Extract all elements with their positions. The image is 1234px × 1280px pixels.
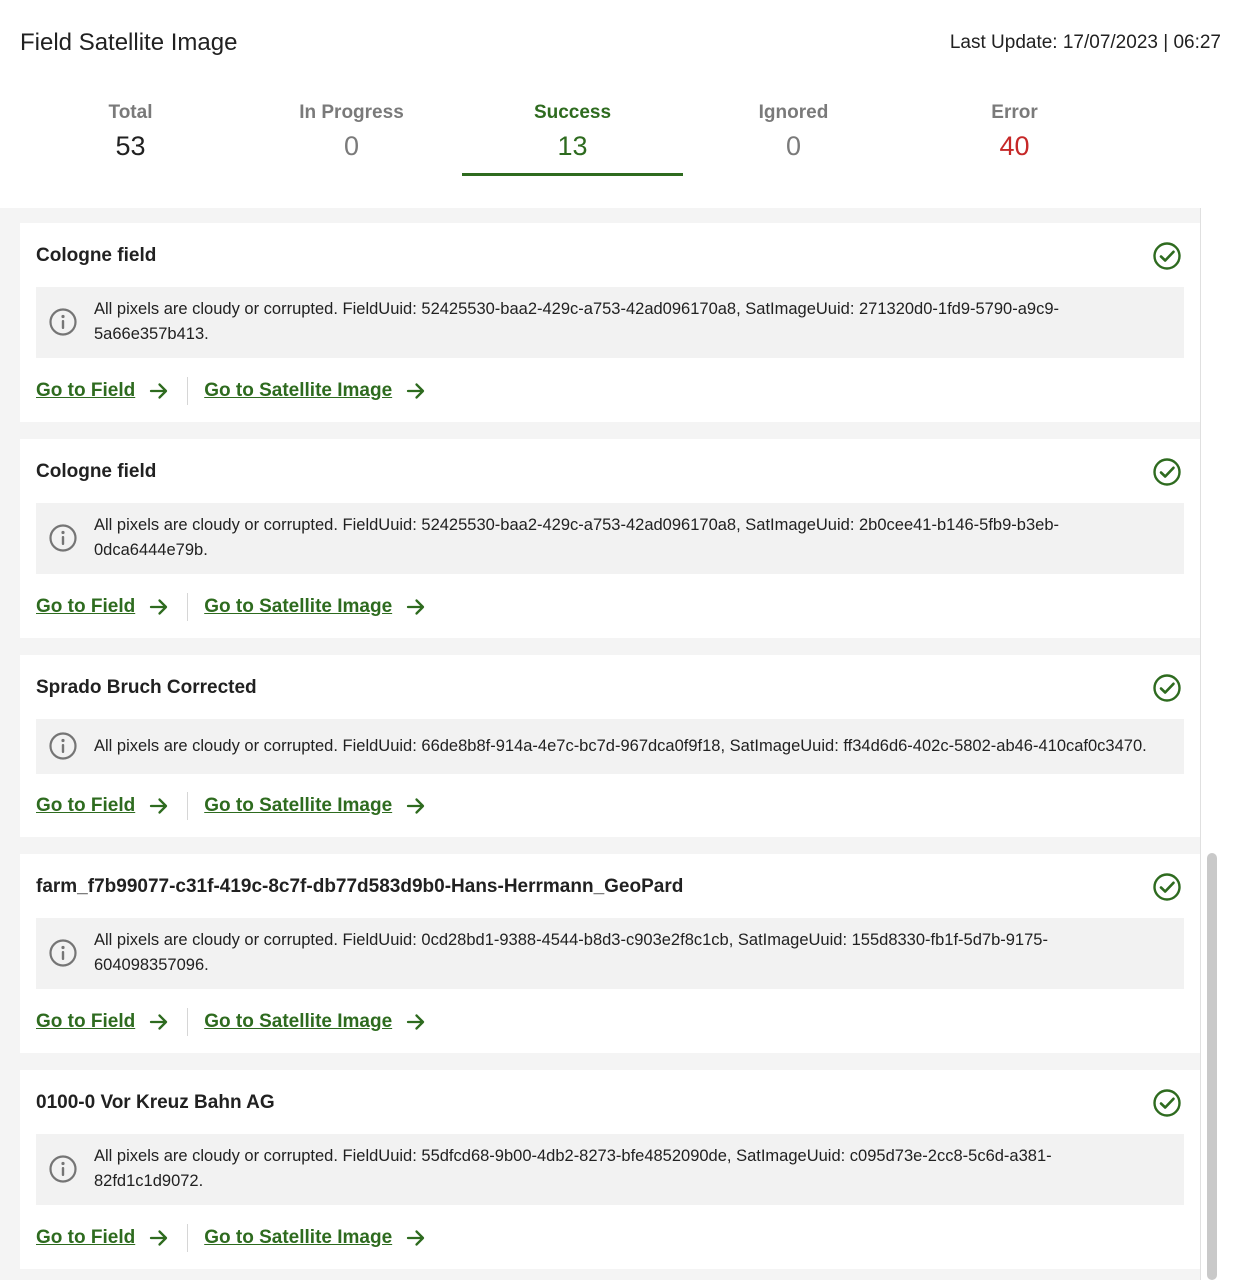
go-to-field-label: Go to Field xyxy=(36,596,136,617)
divider xyxy=(187,1224,188,1252)
message-line: 604098357096. xyxy=(94,956,209,974)
arrow-right-icon xyxy=(149,1012,169,1032)
arrow-right-icon xyxy=(406,381,426,401)
arrow-right-icon xyxy=(149,796,169,816)
arrow-right-icon xyxy=(406,1228,426,1248)
arrow-right-icon xyxy=(149,381,169,401)
tab-count: 53 xyxy=(115,131,146,161)
go-to-satellite-image-link[interactable] xyxy=(204,1227,426,1249)
result-card xyxy=(20,1070,1200,1269)
message-box xyxy=(36,503,1184,574)
go-to-satellite-image-link[interactable] xyxy=(204,380,426,402)
tab-ignored[interactable] xyxy=(683,100,904,176)
info-icon xyxy=(48,938,78,968)
divider xyxy=(187,792,188,820)
go-to-field-label: Go to Field xyxy=(36,1227,136,1248)
message-box xyxy=(36,719,1184,774)
info-icon xyxy=(48,307,78,337)
result-card xyxy=(20,655,1200,837)
scrollbar-thumb[interactable] xyxy=(1207,853,1217,1280)
card-title: 0100-0 Vor Kreuz Bahn AG xyxy=(36,1092,275,1113)
message-text xyxy=(94,734,1180,759)
check-circle-icon xyxy=(1152,673,1182,703)
message-text xyxy=(94,513,1174,563)
card-title: Sprado Bruch Corrected xyxy=(36,677,257,698)
card-title: farm_f7b99077-c31f-419c-8c7f-db77d583d9b0-Hans-Herrmann_GeoPard xyxy=(36,876,684,897)
go-to-satellite-image-label: Go to Satellite Image xyxy=(204,1227,393,1248)
tab-count: 0 xyxy=(785,131,802,161)
results-list xyxy=(0,208,1234,1280)
card-links xyxy=(36,592,426,622)
message-text xyxy=(94,297,1174,347)
last-update: Last Update: 17/07/2023 | 06:27 xyxy=(949,32,1221,53)
tab-success[interactable] xyxy=(462,100,683,176)
tab-total[interactable] xyxy=(20,100,241,176)
tab-label: Success xyxy=(533,102,612,123)
go-to-field-label: Go to Field xyxy=(36,795,136,816)
message-line: 5a66e357b413. xyxy=(94,325,209,343)
tab-label: In Progress xyxy=(299,102,404,123)
divider xyxy=(187,593,188,621)
message-line: 82fd1c1d9072. xyxy=(94,1172,204,1190)
go-to-field-link[interactable] xyxy=(36,1227,169,1249)
go-to-field-label: Go to Field xyxy=(36,380,136,401)
arrow-right-icon xyxy=(406,796,426,816)
go-to-satellite-image-link[interactable] xyxy=(204,1011,426,1033)
tab-label: Total xyxy=(108,102,153,123)
message-text xyxy=(94,928,1174,978)
message-line: All pixels are cloudy or corrupted. FieldUuid: 66de8b8f-914a-4e7c-bc7d-967dca0f9f18, SatImageUuid: ff34d6d6-402c-5802-ab46-410caf0c3470. xyxy=(94,737,1147,755)
arrow-right-icon xyxy=(406,597,426,617)
go-to-satellite-image-label: Go to Satellite Image xyxy=(204,1011,393,1032)
card-links xyxy=(36,791,426,821)
go-to-satellite-image-label: Go to Satellite Image xyxy=(204,795,393,816)
arrow-right-icon xyxy=(149,597,169,617)
check-circle-icon xyxy=(1152,872,1182,902)
check-circle-icon xyxy=(1152,241,1182,271)
status-tabs xyxy=(20,100,1200,176)
go-to-field-link[interactable] xyxy=(36,1011,169,1033)
card-title: Cologne field xyxy=(36,245,157,266)
card-links xyxy=(36,376,426,406)
result-card xyxy=(20,854,1200,1053)
check-circle-icon xyxy=(1152,457,1182,487)
page-title: Field Satellite Image xyxy=(20,29,238,56)
go-to-field-link[interactable] xyxy=(36,596,169,618)
result-card xyxy=(20,439,1200,638)
scrollbar-track[interactable] xyxy=(1200,208,1234,1280)
go-to-satellite-image-label: Go to Satellite Image xyxy=(204,596,393,617)
go-to-satellite-image-label: Go to Satellite Image xyxy=(204,380,393,401)
tab-in-progress[interactable] xyxy=(241,100,462,176)
go-to-field-link[interactable] xyxy=(36,380,169,402)
card-title: Cologne field xyxy=(36,461,157,482)
check-circle-icon xyxy=(1152,1088,1182,1118)
result-card xyxy=(20,223,1200,422)
info-icon xyxy=(48,731,78,761)
message-box xyxy=(36,1134,1184,1205)
message-box xyxy=(36,918,1184,989)
message-box xyxy=(36,287,1184,358)
info-icon xyxy=(48,523,78,553)
arrow-right-icon xyxy=(149,1228,169,1248)
message-text xyxy=(94,1144,1174,1194)
divider xyxy=(187,1008,188,1036)
message-line: All pixels are cloudy or corrupted. FieldUuid: 52425530-baa2-429c-a753-42ad096170a8, SatImageUuid: 271320d0-1fd9-5790-a9c9- xyxy=(94,300,1059,318)
message-line: All pixels are cloudy or corrupted. FieldUuid: 55dfcd68-9b00-4db2-8273-bfe4852090de, SatImageUuid: c095d73e-2cc8-5c6d-a381- xyxy=(94,1147,1052,1165)
go-to-field-link[interactable] xyxy=(36,795,169,817)
tab-error[interactable] xyxy=(904,100,1125,176)
divider xyxy=(187,377,188,405)
tab-count: 13 xyxy=(557,131,588,161)
info-icon xyxy=(48,1154,78,1184)
card-links xyxy=(36,1223,426,1253)
message-line: 0dca6444e79b. xyxy=(94,541,208,559)
tab-count: 0 xyxy=(343,131,360,161)
message-line: All pixels are cloudy or corrupted. FieldUuid: 52425530-baa2-429c-a753-42ad096170a8, SatImageUuid: 2b0cee41-b146-5fb9-b3eb- xyxy=(94,516,1059,534)
go-to-satellite-image-link[interactable] xyxy=(204,596,426,618)
tab-count: 40 xyxy=(999,131,1030,161)
go-to-field-label: Go to Field xyxy=(36,1011,136,1032)
arrow-right-icon xyxy=(406,1012,426,1032)
go-to-satellite-image-link[interactable] xyxy=(204,795,426,817)
message-line: All pixels are cloudy or corrupted. FieldUuid: 0cd28bd1-9388-4544-b8d3-c903e2f8c1cb, SatImageUuid: 155d8330-fb1f-5d7b-9175- xyxy=(94,931,1048,949)
card-links xyxy=(36,1007,426,1037)
tab-label: Ignored xyxy=(758,102,829,123)
tab-label: Error xyxy=(991,102,1038,123)
